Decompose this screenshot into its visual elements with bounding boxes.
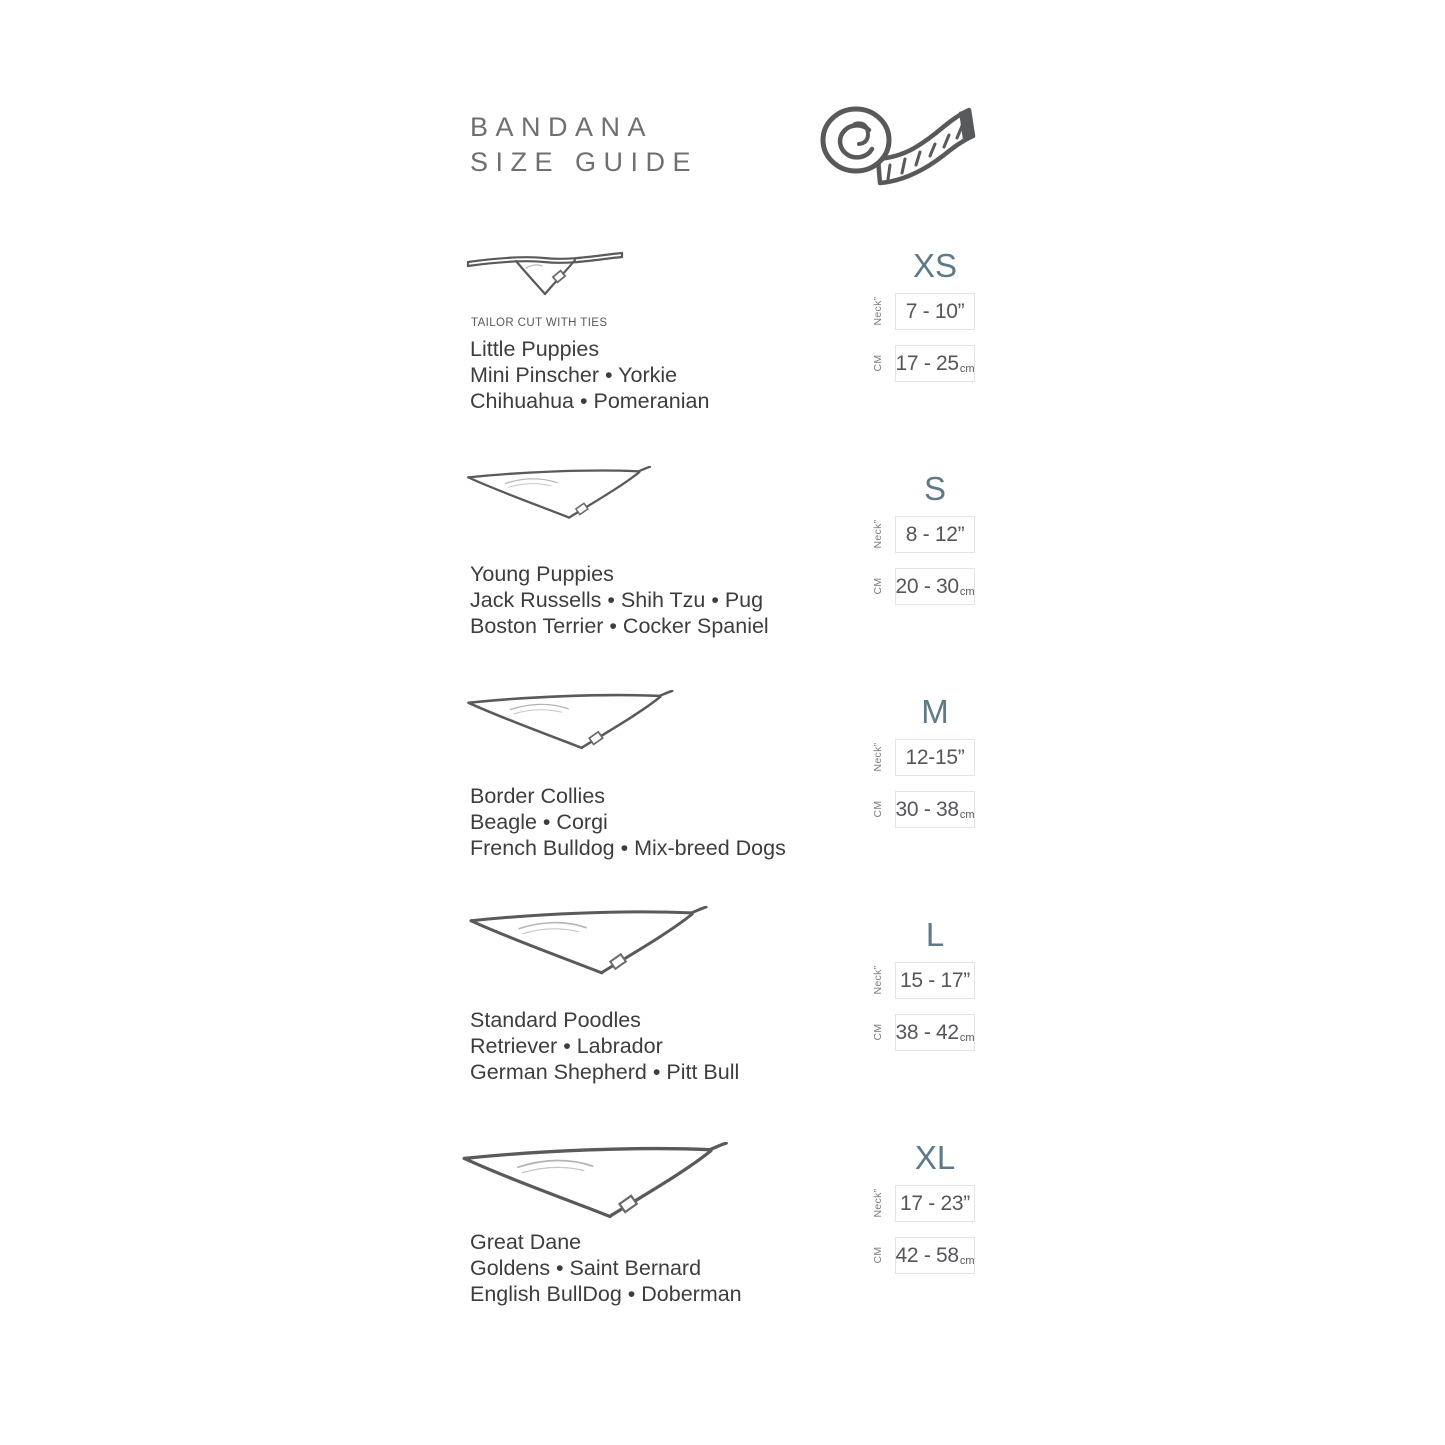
breed-line: Mini Pinscher • Yorkie [470,363,678,387]
breed-line: English BullDog • Doberman [470,1282,742,1306]
cm-unit-suffix: cm [959,808,975,821]
breed-line: Chihuahua • Pomeranian [470,389,710,413]
measuring-tape-icon [808,95,978,195]
breed-line: Young Puppies [470,562,614,586]
cm-range-box-m [895,791,975,828]
cm-unit-suffix: cm [959,585,975,598]
breed-list-m [470,783,786,861]
cm-range-box-xl [895,1237,975,1274]
breed-line: Standard Poodles [470,1008,641,1032]
breed-list-xs [470,336,709,414]
bandana-illustration-m [466,690,679,751]
breed-line: Great Dane [470,1230,582,1254]
cm-unit-label: CM [872,1246,884,1264]
bandana-illustration-l [468,906,714,977]
cm-unit-label: CM [872,800,884,818]
page-title [470,110,698,180]
breed-list-xl [470,1229,742,1307]
breed-line: French Bulldog • Mix-breed Dogs [470,836,786,860]
size-label-l: L [925,916,945,953]
cm-range-box-xs [895,345,975,382]
neck-unit-label: Neck” [872,1188,884,1218]
cm-unit-suffix: cm [959,362,975,375]
neck-range-box-l [895,962,975,999]
bandana-with-ties-illustration [466,245,624,297]
breed-line: Retriever • Labrador [470,1034,663,1058]
breed-line: Little Puppies [470,337,600,361]
breed-list-l [470,1007,739,1085]
cm-range-value: 20 - 30 [895,574,959,598]
neck-unit-label: Neck” [872,519,884,549]
breed-list-s [470,561,769,639]
breed-line: Beagle • Corgi [470,810,608,834]
cm-unit-suffix: cm [959,1254,975,1267]
cm-range-value: 38 - 42 [895,1020,959,1044]
cm-unit-label: CM [872,577,884,595]
neck-unit-label: Neck” [872,296,884,326]
breed-line: German Shepherd • Pitt Bull [470,1060,740,1084]
bandana-illustration-xl [461,1142,735,1221]
cm-range-value: 30 - 38 [895,797,959,821]
size-label-xs: XS [912,247,958,284]
neck-unit-label: Neck” [872,965,884,995]
size-label-m: M [921,693,949,730]
page-title-line1: BANDANA [470,112,654,142]
neck-range-value: 8 - 12” [905,522,965,546]
breed-line: Border Collies [470,784,606,808]
neck-range-box-s [895,516,975,553]
neck-range-value: 7 - 10” [905,299,965,323]
cm-range-box-l [895,1014,975,1051]
cm-range-value: 42 - 58 [895,1243,959,1267]
neck-range-box-m [895,739,975,776]
cm-range-box-s [895,568,975,605]
tailor-cut-note: TAILOR CUT WITH TIES [471,317,608,329]
neck-range-value: 15 - 17” [900,968,970,992]
neck-range-value: 12-15” [905,745,965,769]
breed-line: Goldens • Saint Bernard [470,1256,702,1280]
cm-range-value: 17 - 25 [895,351,959,375]
page-title-line2: SIZE GUIDE [470,147,699,177]
bandana-illustration-s [466,466,656,521]
neck-range-box-xs [895,293,975,330]
cm-unit-label: CM [872,354,884,372]
breed-line: Boston Terrier • Cocker Spaniel [470,614,769,638]
cm-unit-suffix: cm [959,1031,975,1044]
size-label-s: S [923,470,946,507]
neck-range-value: 17 - 23” [900,1191,970,1215]
neck-range-box-xl [895,1185,975,1222]
cm-unit-label: CM [872,1023,884,1041]
breed-line: Jack Russells • Shih Tzu • Pug [470,588,764,612]
neck-unit-label: Neck” [872,742,884,772]
size-label-xl: XL [914,1139,956,1176]
